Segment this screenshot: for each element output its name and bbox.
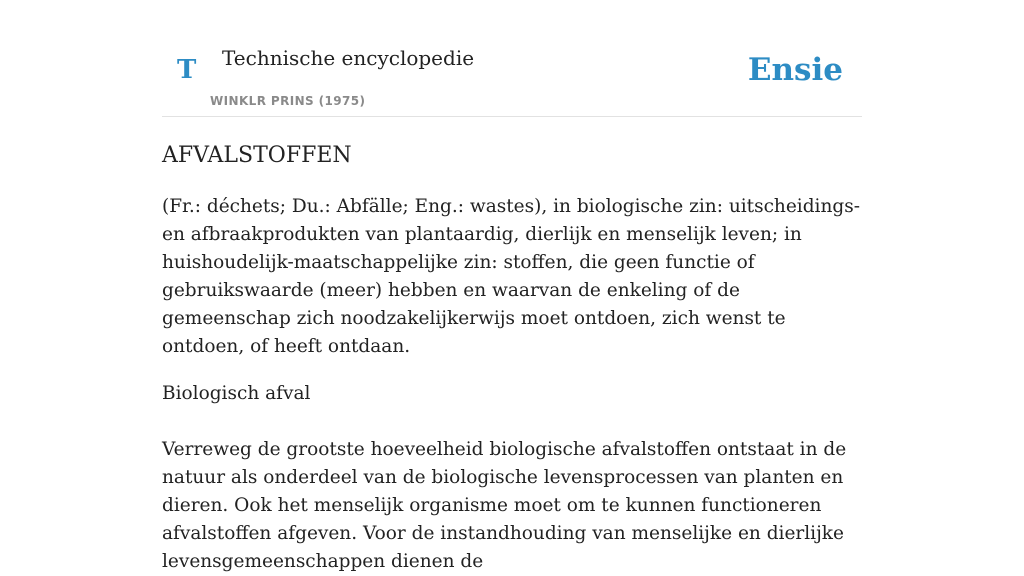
book-subtitle: WINKLR PRINS (1975)	[210, 94, 366, 108]
page	[162, 0, 862, 576]
book-title[interactable]: Technische encyclopedie	[222, 46, 475, 70]
section-text: Verreweg de grootste hoeveelheid biologische afvalstoffen ontstaat in de natuur als onderdeel van de biologische levensprocessen van planten en dieren. Ook het menselijk organisme moet om te kunnen functioneren afvalstoffen afgeven. Voor de instandhouding van menselijke en dierlijke levensgemeenschappen dienen de	[162, 439, 847, 572]
entry-intro: (Fr.: déchets; Du.: Abfälle; Eng.: wastes), in biologische zin: uitscheidings- en afbraakprodukten van plantaardig, dierlijk en menselijk leven; in huishoudelijk-maatschappelijke zin: stoffen, die geen functie of gebruikswaarde (meer) hebben en waarvan de enkeling of de gemeenschap zich noodzakelijkerwijs moet ontdoen, zich wenst te ontdoen, of heeft ontdaan.	[162, 196, 860, 357]
page-header	[162, 0, 862, 117]
brand-logo[interactable]: Ensie	[747, 52, 843, 88]
section-heading: Biologisch afval	[162, 383, 311, 404]
book-logo[interactable]: T	[177, 55, 197, 85]
entry-title: AFVALSTOFFEN	[162, 143, 352, 168]
